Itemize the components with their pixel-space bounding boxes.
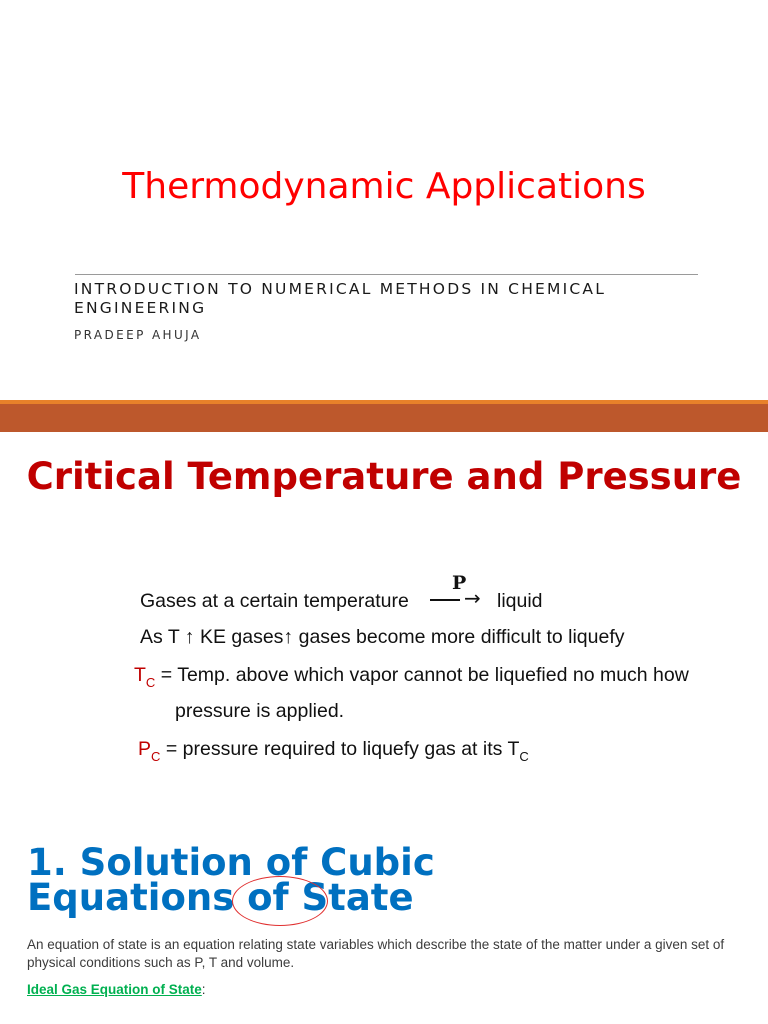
slide-heading-line2: Equations of State	[27, 876, 414, 919]
pc-tail-subscript: C	[519, 749, 529, 764]
tc-symbol: T	[134, 664, 146, 686]
arrow-shaft	[430, 599, 460, 601]
ideal-gas-link-row	[27, 982, 206, 997]
cubic-equations-slide	[0, 832, 768, 1024]
title-slide	[0, 0, 768, 400]
heading-clip-region	[0, 832, 768, 882]
kinetic-energy-text: As T ↑ KE gases↑ gases become more difficult to liquefy	[140, 626, 625, 648]
link-suffix: :	[201, 982, 206, 997]
pressure-arrow	[430, 572, 490, 608]
slide-subtitle: INTRODUCTION TO NUMERICAL METHODS IN CHEMICAL ENGINEERING	[74, 280, 607, 317]
critical-temperature-definition	[134, 664, 689, 690]
tc-subscript: C	[145, 675, 156, 690]
slide-heading: Critical Temperature and Pressure	[26, 455, 742, 498]
gas-temperature-text: Gases at a certain temperature	[140, 590, 409, 612]
slide-title: Thermodynamic Applications	[122, 166, 646, 207]
pc-symbol: P	[138, 738, 152, 760]
arrow-right-icon: →	[464, 586, 481, 610]
liquid-text: liquid	[497, 590, 543, 612]
slide-body-text: An equation of state is an equation relating state variables which describe the state of the matter under a given set of physical conditions such as P, T and volume.	[27, 937, 725, 970]
pressure-arrow-label: P	[452, 572, 467, 594]
critical-temperature-slide	[0, 432, 768, 832]
author-name: PRADEEP AHUJA	[74, 328, 202, 342]
slide-heading-line1: 1. Solution of Cubic	[27, 841, 435, 882]
tc-text: = Temp. above which vapor cannot be liquefied no much how	[160, 664, 689, 686]
slide-separator-bar	[0, 404, 768, 432]
tc-text-continuation: pressure is applied.	[175, 700, 345, 722]
pc-subscript: C	[151, 749, 161, 764]
critical-pressure-definition	[138, 738, 529, 764]
annotation-ellipse	[232, 876, 328, 926]
pc-text: = pressure required to liquefy gas at its T	[165, 738, 520, 760]
title-divider-rule	[75, 274, 698, 275]
ideal-gas-link[interactable]: Ideal Gas Equation of State	[27, 982, 202, 997]
